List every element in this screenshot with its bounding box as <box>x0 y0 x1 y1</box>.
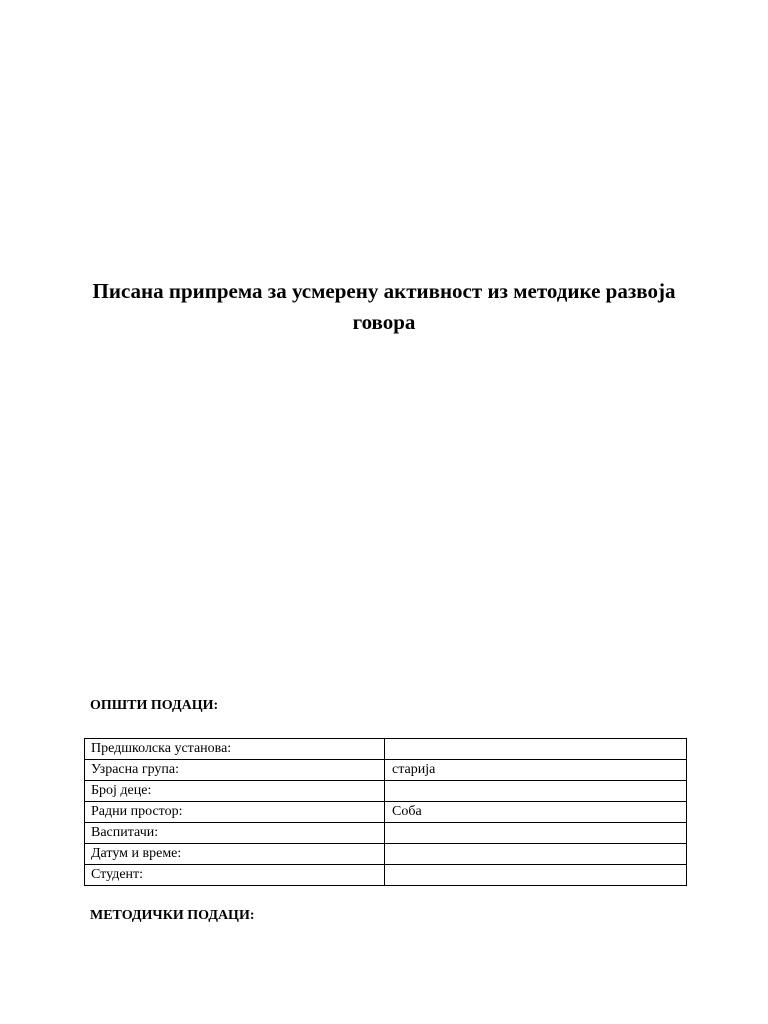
table-row <box>85 865 687 886</box>
document-title: Писана припрема за усмерену активност из методике развоја говора <box>92 279 676 334</box>
row-label: Студент: <box>85 865 385 886</box>
row-value <box>385 781 687 802</box>
row-value <box>385 865 687 886</box>
row-value: Соба <box>385 802 687 823</box>
row-value: старија <box>385 760 687 781</box>
row-value <box>385 823 687 844</box>
methodic-data-heading: МЕТОДИЧКИ ПОДАЦИ: <box>90 908 255 923</box>
table-row <box>85 739 687 760</box>
table-row <box>85 823 687 844</box>
row-value <box>385 844 687 865</box>
row-label: Предшколска установа: <box>85 739 385 760</box>
row-label: Број деце: <box>85 781 385 802</box>
table-row <box>85 760 687 781</box>
row-value <box>385 739 687 760</box>
row-label: Датум и време: <box>85 844 385 865</box>
table-row <box>85 844 687 865</box>
general-data-heading: ОПШТИ ПОДАЦИ: <box>90 698 219 713</box>
row-label: Васпитачи: <box>85 823 385 844</box>
general-data-table <box>84 738 687 886</box>
row-label: Узрасна група: <box>85 760 385 781</box>
table-row <box>85 781 687 802</box>
row-label: Радни простор: <box>85 802 385 823</box>
table-row <box>85 802 687 823</box>
